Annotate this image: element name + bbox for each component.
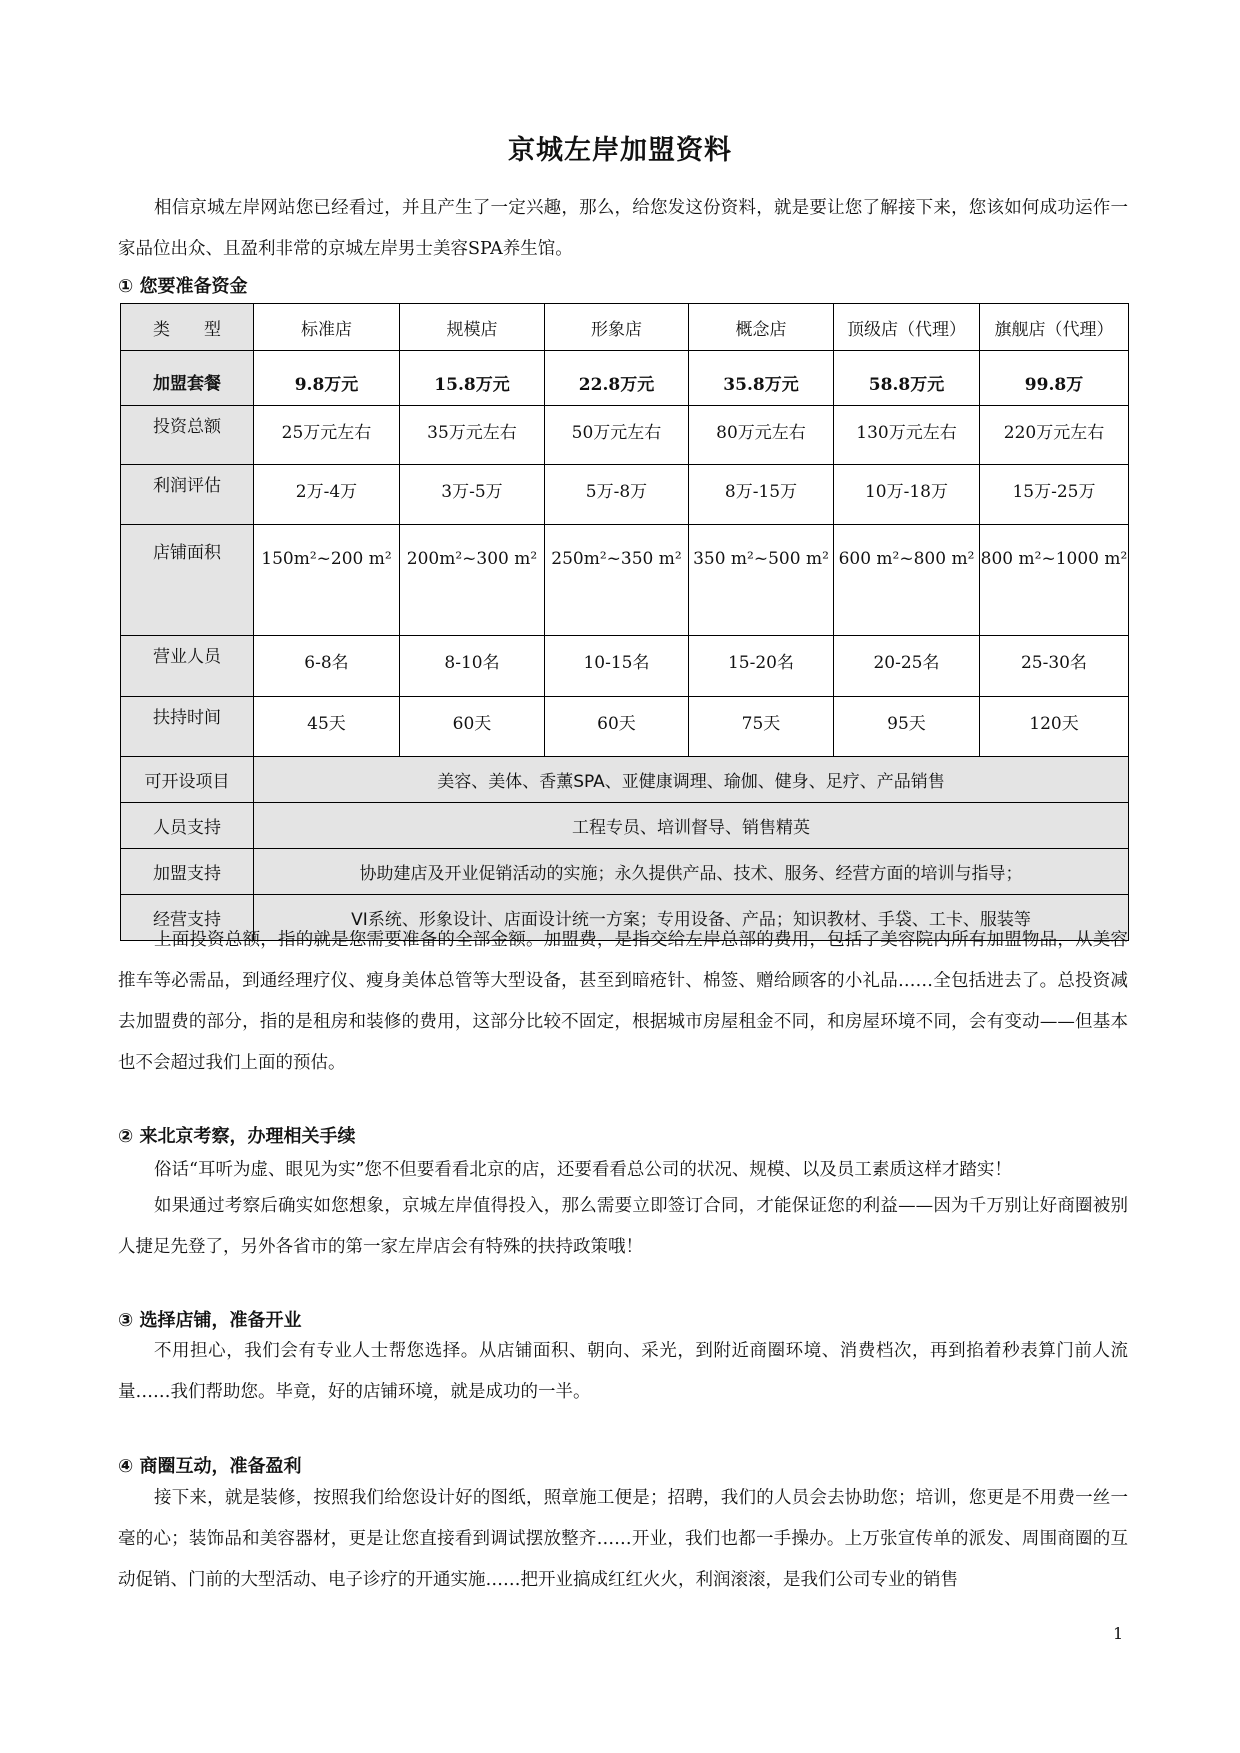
table-cell: 25-30名 <box>980 636 1129 697</box>
table-cell: 6-8名 <box>254 636 400 697</box>
table-cell: 220万元左右 <box>980 406 1129 465</box>
table-row-label: 扶持时间 <box>121 697 254 757</box>
table-span-row <box>121 849 1129 895</box>
table-cell: 200m²~300 m² <box>400 525 545 636</box>
table-cell: 8万-15万 <box>689 465 834 525</box>
table-cell: 10万-18万 <box>834 465 980 525</box>
table-cell: 5万-8万 <box>545 465 689 525</box>
table-cell: 15万-25万 <box>980 465 1129 525</box>
table-cell: 99.8万 <box>980 351 1129 406</box>
section-4-heading: ④ 商圈互动，准备盈利 <box>118 1456 302 1477</box>
table-cell: 120天 <box>980 697 1129 757</box>
table-row-label: 投资总额 <box>121 406 254 465</box>
table-cell: 35万元左右 <box>400 406 545 465</box>
document-title: 京城左岸加盟资料 <box>508 135 732 166</box>
table-cell: 95天 <box>834 697 980 757</box>
table-cell: 15-20名 <box>689 636 834 697</box>
table-header-cell: 标准店 <box>254 304 400 351</box>
table-row-label: 营业人员 <box>121 636 254 697</box>
table-cell: 15.8万元 <box>400 351 545 406</box>
table-cell: 2万-4万 <box>254 465 400 525</box>
table-cell: 60天 <box>545 697 689 757</box>
table-cell: 75天 <box>689 697 834 757</box>
table-cell: 25万元左右 <box>254 406 400 465</box>
section-2-paragraph-2: 如果通过考察后确实如您想象，京城左岸值得投入，那么需要立即签订合同，才能保证您的利益——因为千万别让好商圈被别人捷足先登了，另外各省市的第一家左岸店会有特殊的扶持政策哦！ <box>118 1196 1128 1257</box>
table-row-label: 加盟套餐 <box>121 351 254 406</box>
table-cell: 80万元左右 <box>689 406 834 465</box>
section-4-paragraph: 接下来，就是装修，按照我们给您设计好的图纸，照章施工便是；招聘，我们的人员会去协助您；培训，您更是不用费一丝一毫的心；装饰品和美容器材，更是让您直接看到调试摆放整齐……开业，我们也都一手操办。上万张宣传单的派发、周围商圈的互动促销、门前的大型活动、电子诊疗的开通实施……把开业搞成红红火火，利润滚滚，是我们公司专业的销售 <box>118 1488 1128 1590</box>
table-row <box>121 406 1129 465</box>
table-row-label: 店铺面积 <box>121 525 254 636</box>
table-cell: 600 m²~800 m² <box>834 525 980 636</box>
table-cell: 800 m²~1000 m² <box>980 525 1129 636</box>
table-cell: 3万-5万 <box>400 465 545 525</box>
table-cell: 35.8万元 <box>689 351 834 406</box>
table-span-cell: VI系统、形象设计、店面设计统一方案；专用设备、产品；知识教材、手袋、工卡、服装等 <box>254 895 1129 941</box>
table-row-label: 人员支持 <box>121 803 254 849</box>
table-cell: 150m²~200 m² <box>254 525 400 636</box>
table-span-cell: 工程专员、培训督导、销售精英 <box>254 803 1129 849</box>
table-span-cell: 协助建店及开业促销活动的实施；永久提供产品、技术、服务、经营方面的培训与指导； <box>254 849 1129 895</box>
table-header-cell: 旗舰店（代理） <box>980 304 1129 351</box>
table-header-type-cell: 类 型 <box>121 304 254 351</box>
investment-note-paragraph: 上面投资总额，指的就是您需要准备的全部金额。加盟费，是指交给左岸总部的费用，包括了美容院内所有加盟物品，从美容推车等必需品，到通经理疗仪、瘦身美体总管等大型设备，甚至到暗疮针、棉签、赠给顾客的小礼品……全包括进去了。总投资减去加盟费的部分，指的是租房和装修的费用，这部分比较不固定，根据城市房屋租金不同，和房屋环境不同，会有变动——但基本也不会超过我们上面的预估。 <box>118 930 1128 1073</box>
section-2-paragraph-1: 俗话“耳听为虚、眼见为实”您不但要看看北京的店，还要看看总公司的状况、规模、以及员工素质这样才踏实！ <box>154 1160 1012 1180</box>
table-row <box>121 636 1129 697</box>
table-row-label: 可开设项目 <box>121 757 254 803</box>
table-cell: 20-25名 <box>834 636 980 697</box>
table-row <box>121 697 1129 757</box>
table-cell: 8-10名 <box>400 636 545 697</box>
table-row-label: 利润评估 <box>121 465 254 525</box>
table-row <box>121 525 1129 636</box>
section-3-paragraph: 不用担心，我们会有专业人士帮您选择。从店铺面积、朝向、采光，到附近商圈环境、消费档次，再到掐着秒表算门前人流量……我们帮助您。毕竟，好的店铺环境，就是成功的一半。 <box>118 1341 1128 1402</box>
table-header-cell: 形象店 <box>545 304 689 351</box>
table-cell: 250m²~350 m² <box>545 525 689 636</box>
table-row-label: 加盟支持 <box>121 849 254 895</box>
table-cell: 45天 <box>254 697 400 757</box>
page-number: 1 <box>1113 1624 1124 1643</box>
table-header-cell: 顶级店（代理） <box>834 304 980 351</box>
section-2-heading: ② 来北京考察，办理相关手续 <box>118 1126 356 1147</box>
table-row <box>121 351 1129 406</box>
table-cell: 10-15名 <box>545 636 689 697</box>
table-row-label: 经营支持 <box>121 895 254 941</box>
intro-paragraph: 相信京城左岸网站您已经看过，并且产生了一定兴趣，那么，给您发这份资料，就是要让您了解接下来，您该如何成功运作一家品位出众、且盈利非常的京城左岸男士美容SPA养生馆。 <box>118 198 1128 259</box>
section-3-heading: ③ 选择店铺，准备开业 <box>118 1310 302 1331</box>
table-cell: 22.8万元 <box>545 351 689 406</box>
table-header-cell: 概念店 <box>689 304 834 351</box>
section-1-heading: ① 您要准备资金 <box>118 276 248 297</box>
table-header-row <box>121 304 1129 351</box>
table-cell: 350 m²~500 m² <box>689 525 834 636</box>
table-span-row <box>121 757 1129 803</box>
table-cell: 58.8万元 <box>834 351 980 406</box>
table-cell: 60天 <box>400 697 545 757</box>
table-span-cell: 美容、美体、香薰SPA、亚健康调理、瑜伽、健身、足疗、产品销售 <box>254 757 1129 803</box>
table-cell: 9.8万元 <box>254 351 400 406</box>
table-row <box>121 465 1129 525</box>
table-span-row <box>121 803 1129 849</box>
table-header-cell: 规模店 <box>400 304 545 351</box>
investment-table <box>120 303 1129 941</box>
table-cell: 50万元左右 <box>545 406 689 465</box>
table-cell: 130万元左右 <box>834 406 980 465</box>
